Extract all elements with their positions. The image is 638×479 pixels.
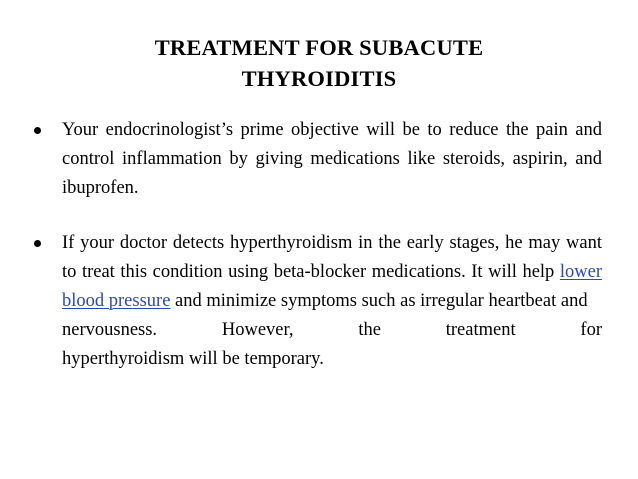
bullet-text-spread-line: nervousness. However, the treatment for: [62, 320, 602, 340]
slide-title-line-1: TREATMENT FOR SUBACUTE: [154, 35, 484, 60]
bullet-text-last-line: hyperthyroidism will be temporary.: [62, 349, 324, 369]
bullet-item-hyperthyroidism: [34, 229, 602, 374]
lower-blood-pressure-link[interactable]: lower blood pressure: [62, 262, 602, 311]
bullet-text-before-link: If your doctor detects hyperthyroidism in the early stages, he may want to treat this condition using beta-blocker medications. It will help: [62, 233, 602, 282]
bullet-text-after-link: and minimize symptoms such as irregular heartbeat and: [170, 291, 588, 311]
bullet-list: [34, 116, 602, 374]
slide-title: [60, 32, 578, 94]
bullet-dot-icon: [34, 240, 41, 247]
bullet-dot-icon: [34, 127, 41, 134]
bullet-text: Your endocrinologist’s prime objective will be to reduce the pain and control inflammation by giving medications like steroids, aspirin, and ibuprofen.: [62, 120, 602, 198]
bullet-item-treatment-objective: [34, 116, 602, 203]
slide-title-line-2: THYROIDITIS: [241, 66, 397, 91]
